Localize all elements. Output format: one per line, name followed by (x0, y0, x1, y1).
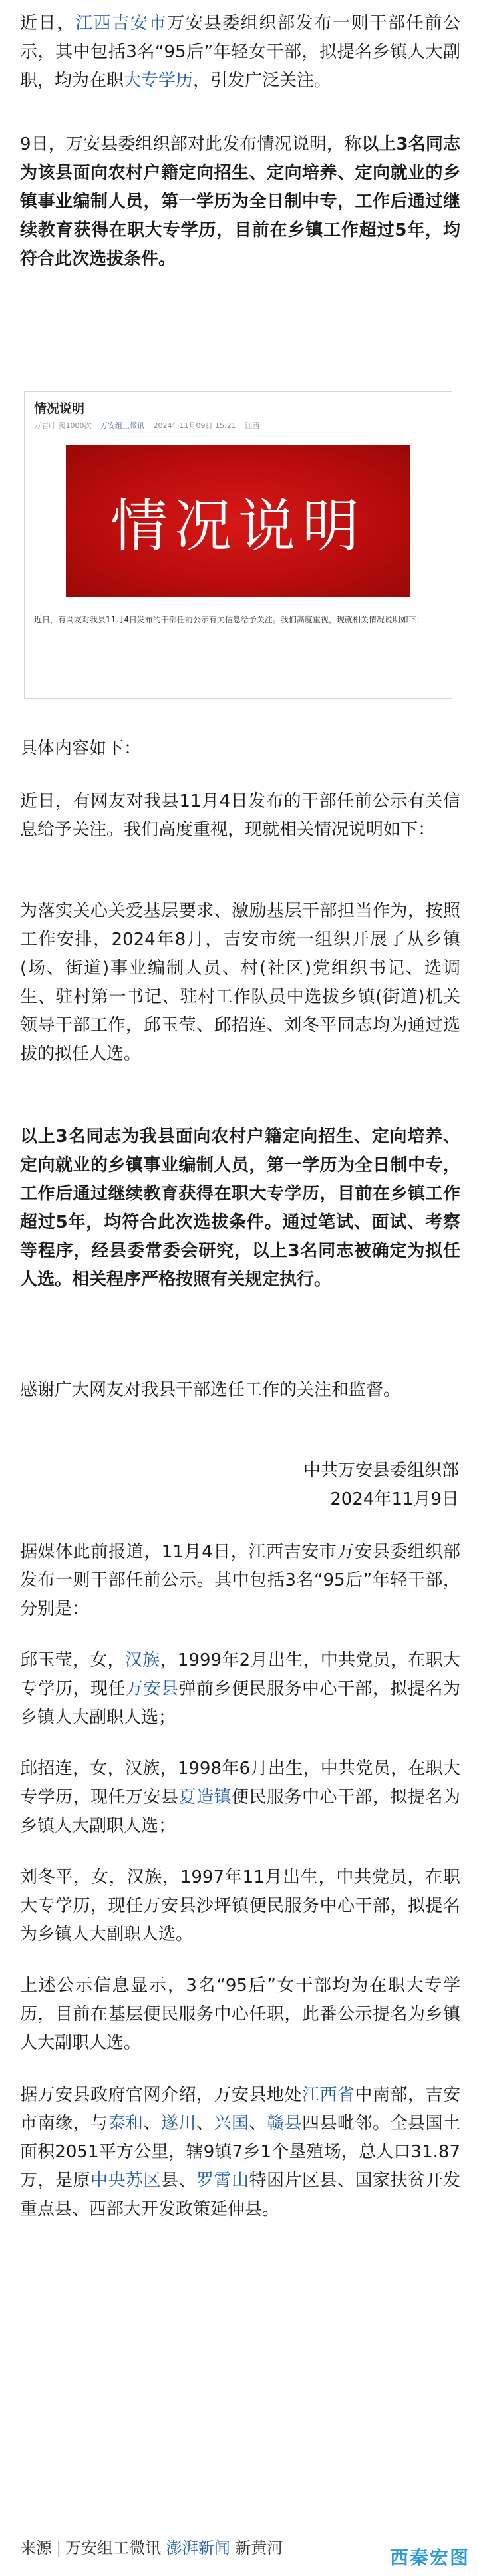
source-divider: | (56, 2539, 62, 2557)
source-line (20, 2534, 283, 2563)
text-span: 特困片区县、国家扶贫开发重点县、西部大开发政策延伸县。 (20, 2171, 460, 2219)
link-junior-college[interactable]: 大专学历 (124, 71, 194, 91)
source-label: 来源 (20, 2539, 52, 2557)
cadre-entry-2 (20, 1755, 460, 1841)
text-span: 便民服务中心干部，拟提名为乡镇人大副职人选； (20, 1787, 460, 1836)
card-meta-date: 2024年11月09日 15:21 (153, 421, 236, 430)
card-meta-views: 万岩叶 阅1000次 (34, 421, 92, 430)
text-span: 邱招连，女，汉族，1998年6月出生，中共党员，在职大专学历，现任万安县 (20, 1759, 460, 1807)
bold-text: 以上3名同志为该县面向农村户籍定向招生、定向培养、定向就业的乡镇事业编制人员，第一学历为全日制中专，工作后通过继续教育获得在职大专学历，目前在乡镇工作超过5年，均符合此次选拔条件。 (20, 134, 460, 269)
link-jian-city[interactable]: 江西吉安市 (75, 13, 168, 33)
statement-paragraph (20, 130, 460, 274)
source-thepaper-link[interactable]: 澎湃新闻 (166, 2539, 230, 2557)
text-span: 万安县委组织部发布一则干部任前公示，其中包括3名“95后”年轻女干部，拟提名乡镇人大副职，均为在职 (20, 13, 460, 91)
source-wanan-wechat: 万安组工微讯 (65, 2539, 162, 2557)
card-body-text: 近日，有网友对我县11月4日发布的干部任前公示有关信息给予关注。我们高度重视，现就相关情况说明如下： (34, 615, 424, 624)
intro-paragraph (20, 9, 460, 95)
cadre-entry-3: 刘冬平，女，汉族，1997年11月出生，中共党员，在职大专学历，现任万安县沙坪镇便民服务中心干部，拟提名为乡镇人大副职人选。 (20, 1867, 460, 1944)
text-span: 县、 (161, 2171, 196, 2191)
link-wanan-county[interactable]: 万安县 (126, 1679, 179, 1699)
watermark-logo: 西秦宏图 (389, 2547, 470, 2569)
cadre-entry-1 (20, 1646, 460, 1732)
text-span: 中南部，吉安市南缘，与 (20, 2085, 460, 2133)
notice-screenshot-card (24, 391, 452, 699)
link-xiazao-town[interactable]: 夏造镇 (178, 1787, 232, 1807)
banner-title: 情况说明 (110, 493, 366, 560)
link-central-soviet-area[interactable]: 中央苏区 (90, 2171, 161, 2191)
text-span: 邱玉莹，女， (20, 1650, 125, 1670)
card-meta-account[interactable]: 万安组工微讯 (100, 421, 144, 430)
section-intro: 具体内容如下： (20, 739, 142, 759)
notice-thanks: 感谢广大网友对我县干部选任工作的关注和监督。 (20, 1380, 401, 1400)
link-jiangxi-province[interactable]: 江西省 (301, 2085, 355, 2105)
report-intro: 据媒体此前报道，11月4日，江西吉安市万安县委组织部发布一则干部任前公示。其中包括3名“95后”年轻干部，分别是： (20, 1542, 460, 1619)
notice-paragraph-3: 以上3名同志为我县面向农村户籍定向招生、定向培养、定向就业的乡镇事业编制人员，第一学历为全日制中专，工作后通过继续教育获得在职大专学历，目前在乡镇工作超过5年，均符合此次选拔条件。通过笔试、面试、考察等程序，经县委常委会研究，以上3名同志被确定为拟任人选。相关程序严格按照有关规定执行。 (20, 1127, 460, 1290)
link-taihe[interactable]: 泰和 (108, 2114, 144, 2133)
text-span: 、 (249, 2114, 267, 2133)
card-title: 情况说明 (34, 401, 85, 416)
text-span: 四县毗邻。全县国土面积2051平方公里，辖9镇7乡1个垦殖场，总人口31.87万，是原 (20, 2114, 460, 2191)
link-han-ethnicity[interactable]: 汉族 (124, 1650, 160, 1670)
link-luoxiao-mountain[interactable]: 罗霄山 (196, 2171, 249, 2191)
card-meta (34, 420, 266, 431)
text-span: 、 (196, 2114, 214, 2133)
text-span: 近日， (20, 13, 75, 33)
text-span: 、 (143, 2114, 161, 2133)
text-span: ，1999年2月出生，中共党员，在职大专学历，现任 (20, 1650, 460, 1699)
text-span: 9日，万安县委组织部对此发布情况说明，称 (20, 134, 362, 154)
signature-org: 中共万安县委组织部 (303, 1461, 459, 1481)
notice-paragraph-1: 近日，有网友对我县11月4日发布的干部任前公示有关信息给予关注。我们高度重视，现就相关情况说明如下： (20, 791, 460, 840)
link-ganxian[interactable]: 赣县 (266, 2114, 302, 2133)
link-suichuan[interactable]: 遂川 (160, 2114, 196, 2133)
card-meta-region: 江西 (245, 421, 260, 430)
summary-paragraph: 上述公示信息显示，3名“95后”女干部均为在职大专学历，目前在基层便民服务中心任职，此番公示提名为乡镇人大副职人选。 (20, 1976, 460, 2053)
red-banner-image (66, 445, 410, 597)
signature-date: 2024年11月9日 (330, 1489, 459, 1509)
text-span: 弹前乡便民服务中心干部，拟提名为乡镇人大副职人选； (20, 1679, 460, 1728)
notice-paragraph-2: 为落实关心关爱基层要求、激励基层干部担当作为，按照工作安排，2024年8月，吉安市统一组织开展了从乡镇(场、街道)事业编制人员、村(社区)党组织书记、选调生、驻村第一书记、驻村工作队员中选拔乡镇(街道)机关领导干部工作，邱玉莹、邱招连、刘冬平同志均为通过选拔的拟任人选。 (20, 901, 460, 1064)
county-intro-paragraph (20, 2081, 460, 2224)
link-xingguo[interactable]: 兴国 (214, 2114, 249, 2133)
text-span: 据万安县政府官网介绍，万安县地处 (20, 2085, 302, 2105)
source-xinhuanghe: 新黄河 (235, 2539, 283, 2557)
text-span: ，引发广泛关注。 (193, 71, 332, 91)
